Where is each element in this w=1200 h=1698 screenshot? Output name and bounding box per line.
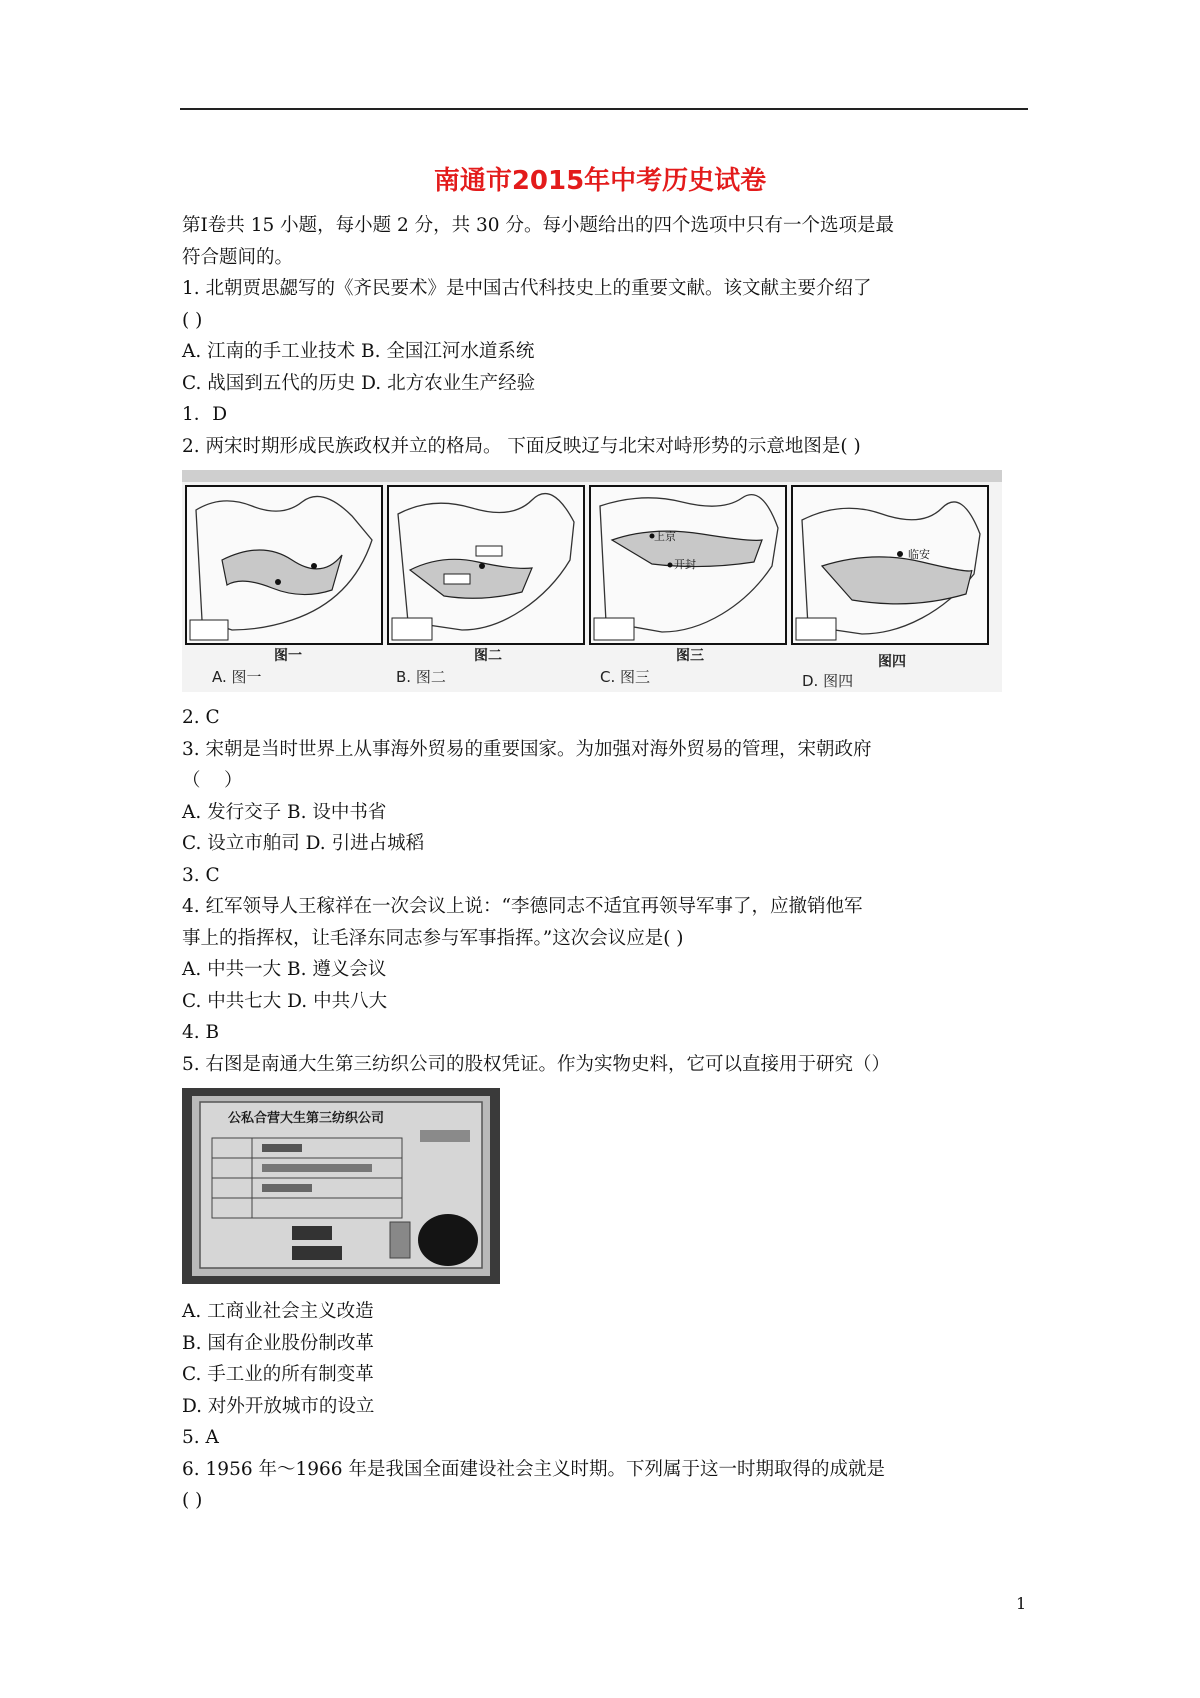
map-caption: 图一 (274, 648, 302, 664)
question-text: 4. 红军领导人王稼祥在一次会议上说：“李德同志不适宜再领导军事了，应撤销他军 (182, 896, 863, 917)
question-text: 5. 右图是南通大生第三纺织公司的股权凭证。作为实物史料，它可以直接用于研究（） (182, 1053, 891, 1075)
question-text: 2. 两宋时期形成民族政权并立的格局。 下面反映辽与北宋对峙形势的示意地图是( ) (182, 435, 861, 457)
option-line: A. 工商业社会主义改造 (182, 1301, 374, 1322)
certificate-title: 公私合营大生第三纺织公司 (228, 1111, 385, 1126)
map-caption: 图二 (474, 648, 502, 664)
option-line: A. 江南的手工业技术 B. 全国江河水道系统 (182, 341, 535, 362)
map-label: 临安 (908, 548, 930, 561)
answer-line: 3. C (182, 864, 220, 886)
instructions-line: 第Ⅰ卷共 15 小题，每小题 2 分，共 30 分。每小题给出的四个选项中只有一个选项是最 (182, 215, 894, 236)
question-text: ( ) (182, 309, 203, 331)
question-text: 1. 北朝贾思勰写的《齐民要术》是中国古代科技史上的重要文献。该文献主要介绍了 (182, 278, 872, 299)
question-text: ( ) (182, 1490, 203, 1511)
answer-line: 4. B (182, 1022, 220, 1043)
map-label: 开封 (674, 558, 696, 571)
option-line: D. 对外开放城市的设立 (182, 1395, 375, 1417)
map-panel-3 (590, 486, 786, 644)
map-figure (182, 470, 1002, 692)
option-line: A. 发行交子 B. 设中书省 (182, 801, 387, 823)
option-line: C. 战国到五代的历史 D. 北方农业生产经验 (182, 372, 536, 394)
page-title: 南通市2015年中考历史试卷 (433, 166, 767, 196)
map-choice: D. 图四 (802, 672, 854, 690)
question-text: （ ） (182, 770, 243, 791)
map-label: 上京 (654, 530, 676, 543)
option-line: B. 国有企业股份制改革 (182, 1332, 374, 1354)
map-choice: C. 图三 (600, 668, 651, 686)
map-caption: 图四 (878, 654, 906, 670)
instructions-line: 符合题间的。 (182, 246, 294, 268)
question-text: 3. 宋朝是当时世界上从事海外贸易的重要国家。为加强对海外贸易的管理，宋朝政府 (182, 738, 872, 760)
option-line: C. 手工业的所有制变革 (182, 1364, 374, 1385)
exam-content (182, 210, 1032, 1517)
map-choice: B. 图二 (396, 668, 446, 686)
map-panel-2 (388, 486, 584, 644)
option-line: A. 中共一大 B. 遵义会议 (182, 959, 387, 980)
header-rule (180, 108, 1028, 110)
answer-line: 5. A (182, 1427, 219, 1448)
option-line: C. 设立市舶司 D. 引进占城稻 (182, 833, 425, 854)
map-caption: 图三 (676, 648, 704, 664)
map-choice: A. 图一 (212, 668, 262, 686)
answer-line: 1．D (182, 404, 228, 425)
map-panel-4 (792, 486, 988, 644)
page-number: 1 (1016, 1594, 1027, 1613)
share-certificate-image (182, 1088, 500, 1284)
answer-line: 2. C (182, 707, 220, 728)
question-text: 6. 1956 年～1966 年是我国全面建设社会主义时期。下列属于这一时期取得的成就是 (182, 1458, 885, 1480)
share-certificate-svg (182, 1088, 500, 1284)
question-text: 事上的指挥权，让毛泽东同志参与军事指挥。”这次会议应是( ) (182, 927, 684, 949)
map-panel-1 (186, 486, 382, 644)
map-figure-svg (182, 470, 1002, 692)
option-line: C. 中共七大 D. 中共八大 (182, 990, 388, 1012)
